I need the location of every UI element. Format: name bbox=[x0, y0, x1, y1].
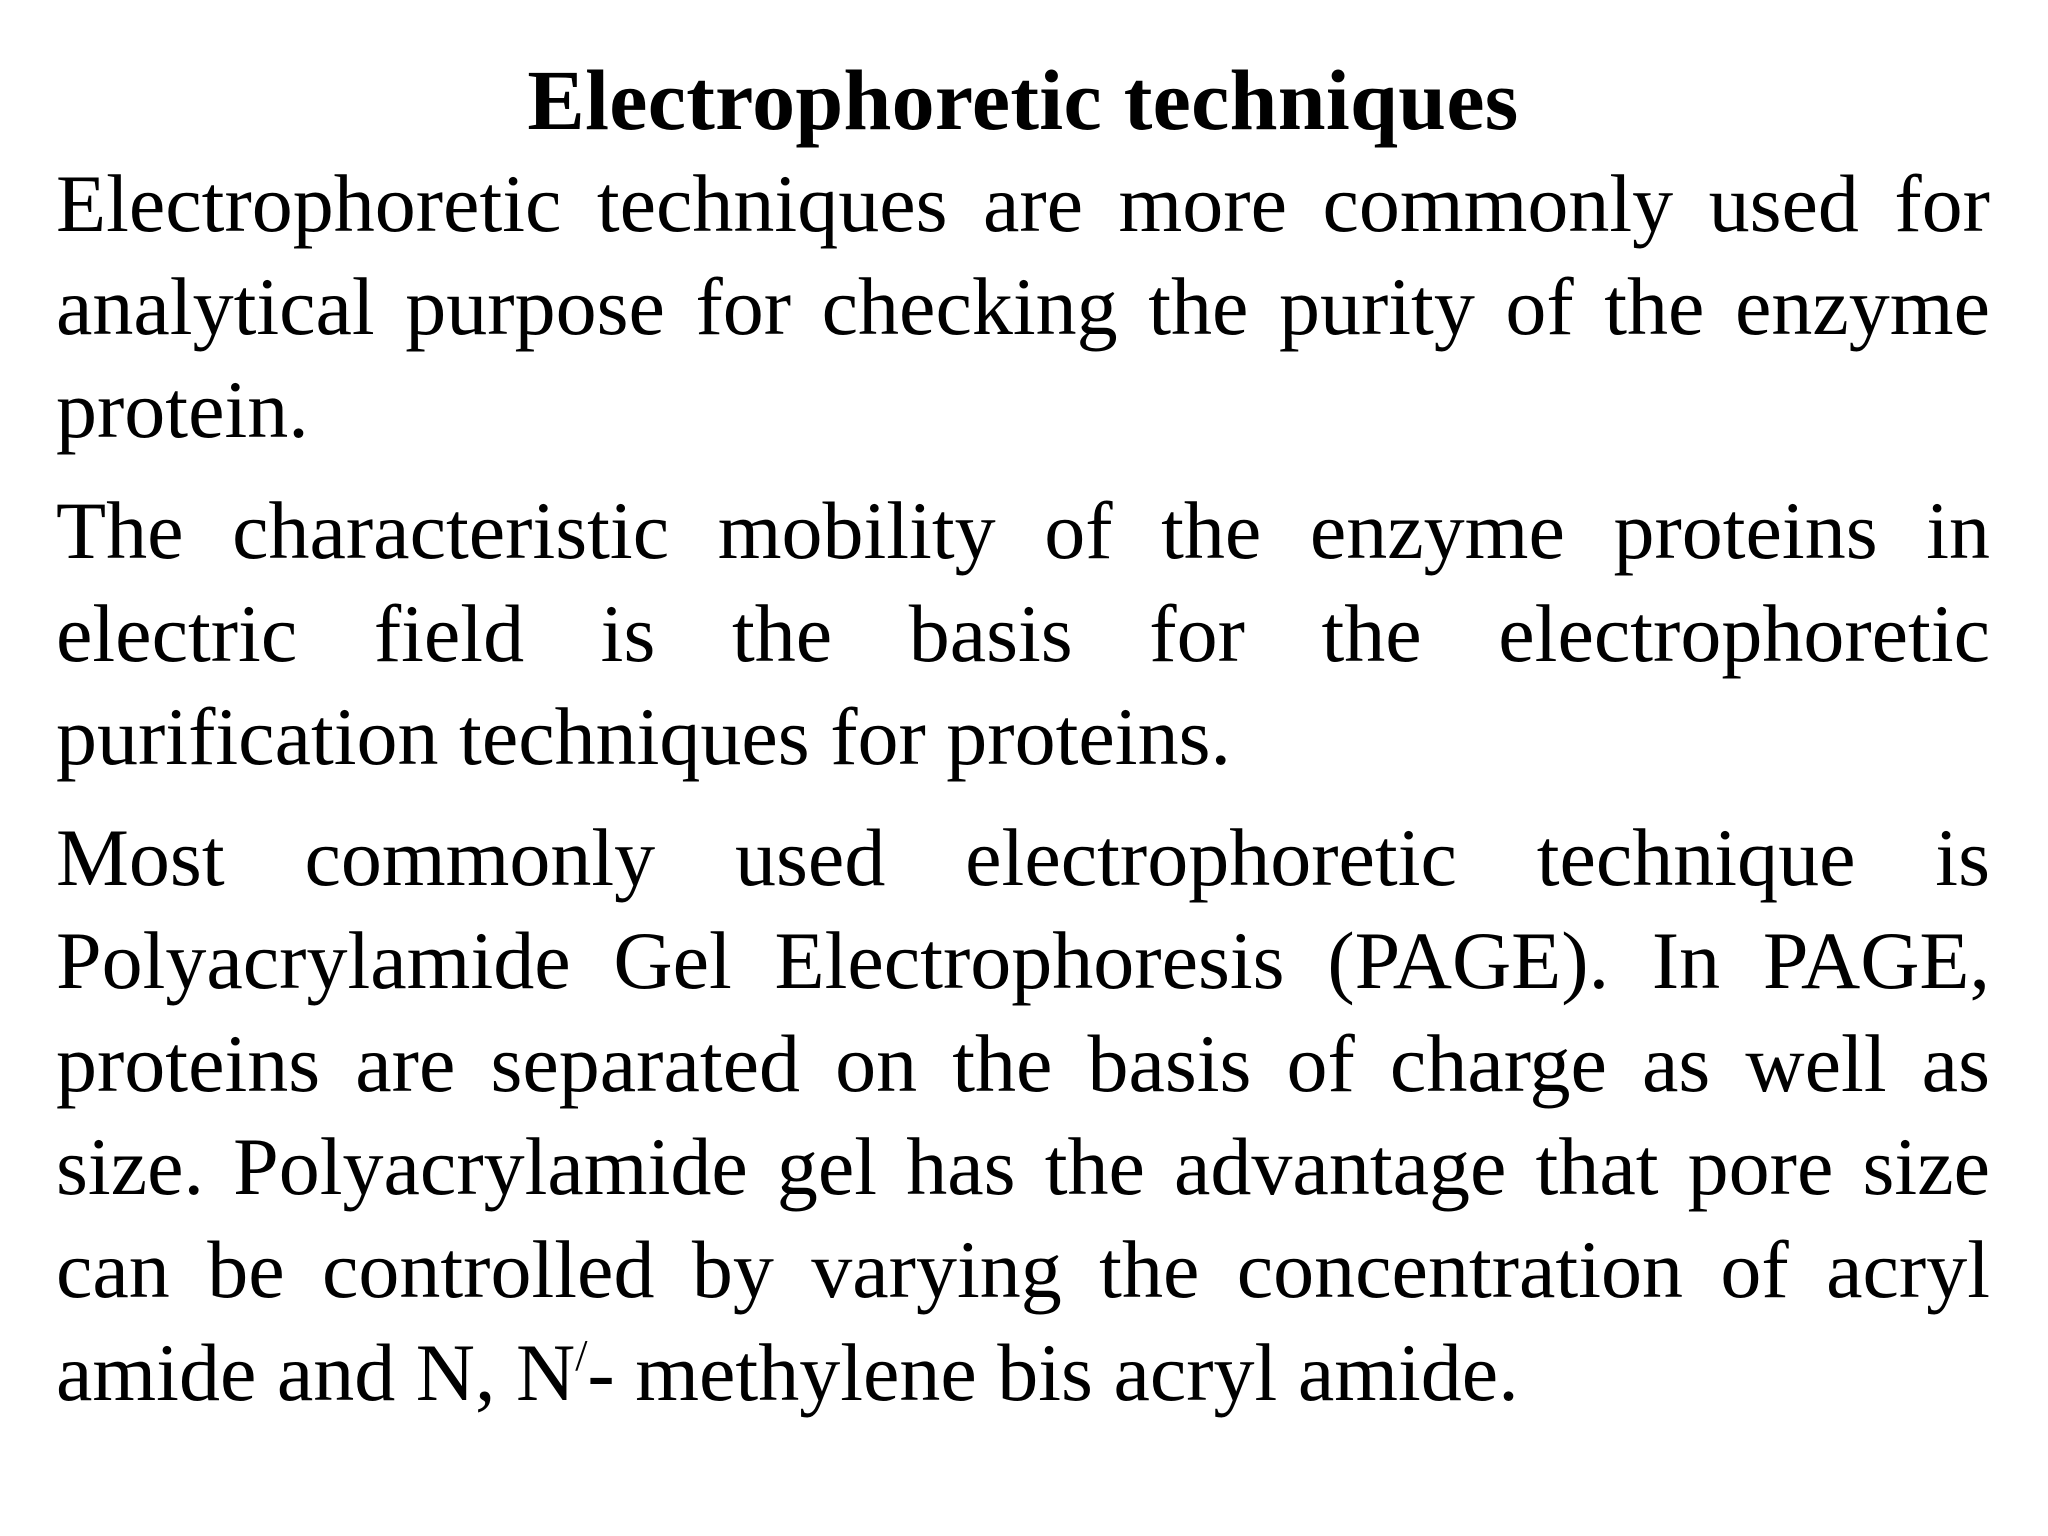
prime-superscript: / bbox=[575, 1331, 588, 1380]
paragraph-electrophoretic-purpose: Electrophoretic techniques are more commonly used for analytical purpose for checking the purity of the enzyme protein. bbox=[56, 158, 1990, 455]
paragraph-page-technique bbox=[56, 806, 1990, 1424]
paragraph-mobility-basis: The characteristic mobility of the enzyme proteins in electric field is the basis for the electrophoretic purification techniques for proteins. bbox=[56, 485, 1990, 782]
slide-title: Electrophoretic techniques bbox=[527, 52, 1519, 148]
paragraph-page-text: Most commonly used electrophoretic technique is Polyacrylamide Gel Electrophoresis (PAGE). In PAGE, proteins are separated on the basis of charge as well as size. Polyacrylamide gel has the advantage that pore size can be controlled by varying the concentration of acryl amide and N, N bbox=[56, 812, 1990, 1418]
paragraph-page-text-end: - methylene bis acryl amide. bbox=[587, 1327, 1519, 1418]
